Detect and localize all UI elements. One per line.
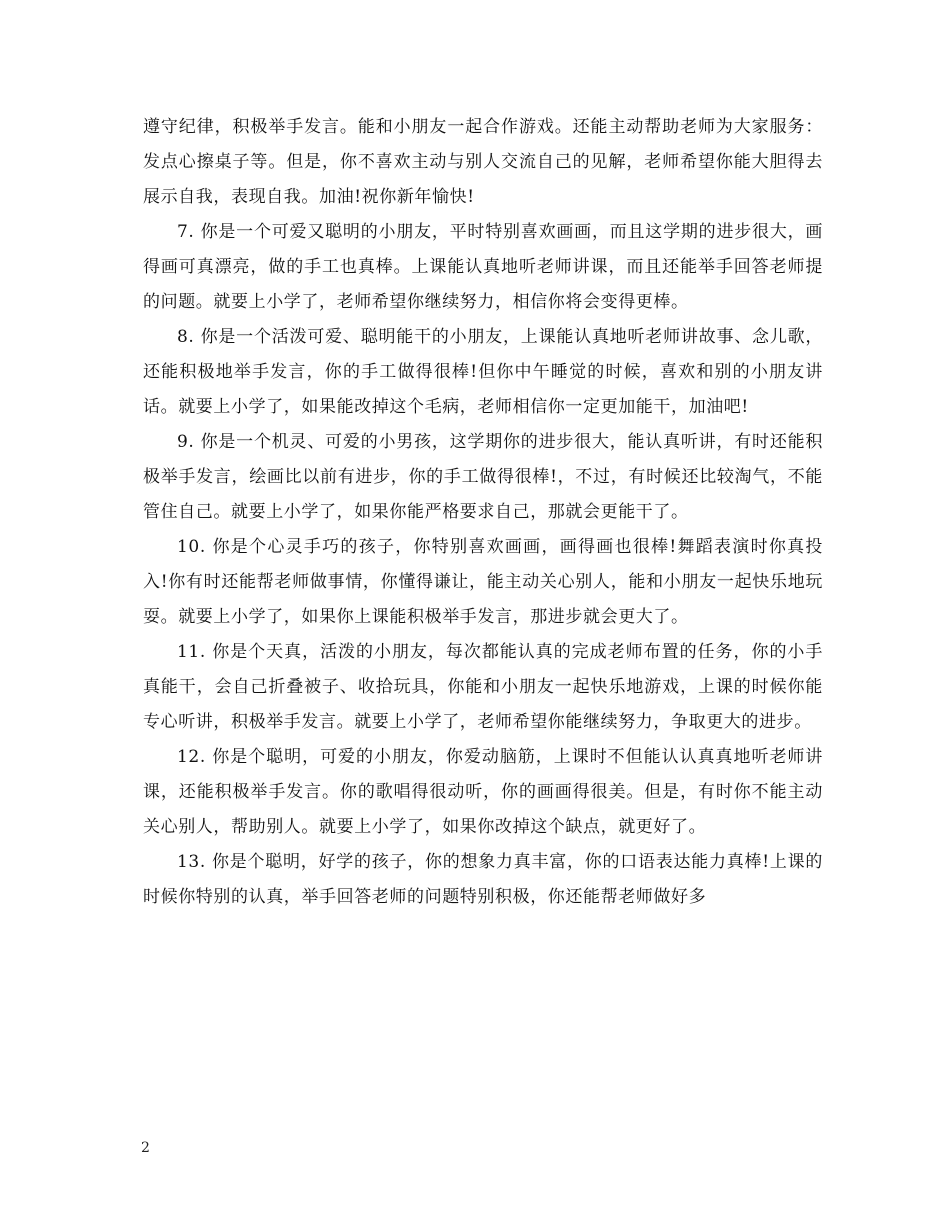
page-number: 2 — [141, 1140, 150, 1156]
paragraph-continuation: 遵守纪律，积极举手发言。能和小朋友一起合作游戏。还能主动帮助老师为大家服务：发点心擦桌子等。但是，你不喜欢主动与别人交流自己的见解，老师希望你能大胆得去展示自我，表现自我。加油!祝你新年愉快! — [143, 117, 823, 207]
paragraph-item-7: 7. 你是一个可爱又聪明的小朋友，平时特别喜欢画画，而且这学期的进步很大，画得画可真漂亮，做的手工也真棒。上课能认真地听老师讲课，而且还能举手回答老师提的问题。就要上小学了，老师希望你继续努力，相信你将会变得更棒。 — [143, 222, 823, 312]
document-body — [143, 110, 823, 915]
paragraph-item-13: 13. 你是个聪明，好学的孩子，你的想象力真丰富，你的口语表达能力真棒!上课的时候你特别的认真，举手回答老师的问题特别积极，你还能帮老师做好多 — [143, 852, 823, 907]
paragraph-item-10: 10. 你是个心灵手巧的孩子，你特别喜欢画画，画得画也很棒!舞蹈表演时你真投入!你有时还能帮老师做事情，你懂得谦让，能主动关心别人，能和小朋友一起快乐地玩耍。就要上小学了，如果你上课能积极举手发言，那进步就会更大了。 — [143, 537, 823, 627]
paragraph-item-12: 12. 你是个聪明，可爱的小朋友，你爱动脑筋，上课时不但能认认真真地听老师讲课，还能积极举手发言。你的歌唱得很动听，你的画画得很美。但是，有时你不能主动关心别人，帮助别人。就要上小学了，如果你改掉这个缺点，就更好了。 — [143, 747, 823, 837]
paragraph-item-8: 8. 你是一个活泼可爱、聪明能干的小朋友，上课能认真地听老师讲故事、念儿歌，还能积极地举手发言，你的手工做得很棒!但你中午睡觉的时候，喜欢和别的小朋友讲话。就要上小学了，如果能改掉这个毛病，老师相信你一定更加能干，加油吧! — [143, 327, 823, 417]
paragraph-item-9: 9. 你是一个机灵、可爱的小男孩，这学期你的进步很大，能认真听讲，有时还能积极举手发言，绘画比以前有进步，你的手工做得很棒!，不过，有时候还比较淘气，不能管住自己。就要上小学了，如果你能严格要求自己，那就会更能干了。 — [143, 432, 823, 522]
paragraph-item-11: 11. 你是个天真，活泼的小朋友，每次都能认真的完成老师布置的任务，你的小手真能干，会自己折叠被子、收拾玩具，你能和小朋友一起快乐地游戏，上课的时候你能专心听讲，积极举手发言。就要上小学了，老师希望你能继续努力，争取更大的进步。 — [143, 642, 823, 732]
